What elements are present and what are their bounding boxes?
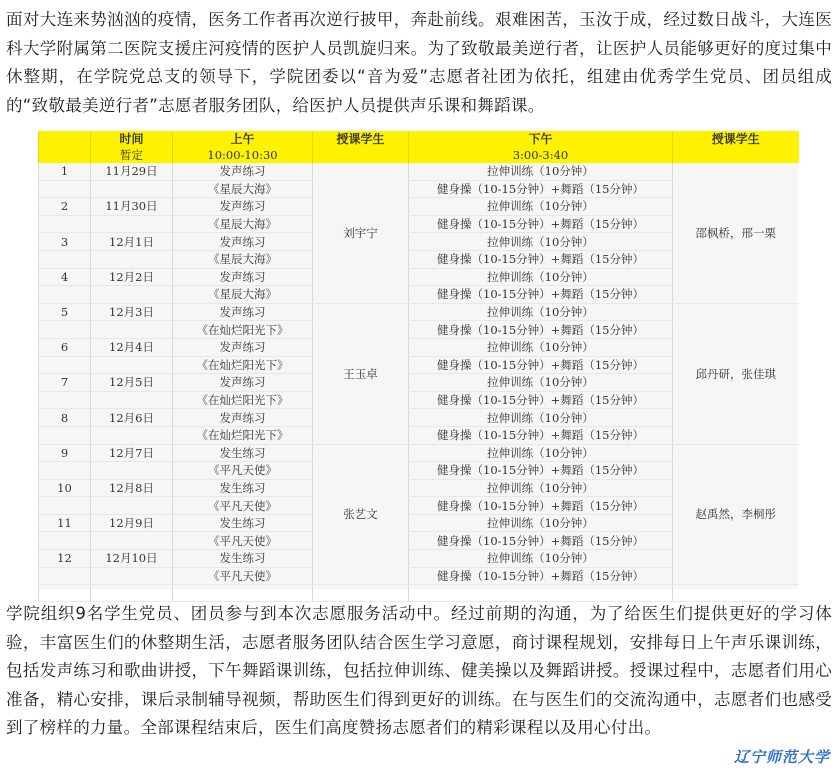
row-date: 11月29日 [91,163,173,180]
row-date-blank [91,321,173,339]
header-am: 上午 [173,131,313,147]
am-song: 《平凡天使》 [173,567,313,585]
table-row [39,444,799,462]
am-vocal: 发声练习 [173,303,313,321]
pm-dance: 健身操（10-15分钟）+舞蹈（15分钟） [409,286,673,304]
row-date-blank [91,567,173,585]
table-subheader-row [39,147,799,163]
am-song: 《平凡天使》 [173,462,313,480]
row-date: 12月3日 [91,303,173,321]
header-pm-time: 3:00-3:40 [409,147,673,163]
row-index-blank [39,356,91,374]
pm-stretch: 拉伸训练（10分钟） [409,198,673,216]
pm-stretch: 拉伸训练（10分钟） [409,479,673,497]
header-pm: 下午 [409,131,673,147]
am-vocal: 发声练习 [173,338,313,356]
am-vocal: 发生练习 [173,444,313,462]
row-index-blank [39,462,91,480]
row-date: 12月9日 [91,514,173,532]
row-index-blank [39,532,91,550]
row-date-blank [91,286,173,304]
pm-dance: 健身操（10-15分钟）+舞蹈（15分钟） [409,321,673,339]
pm-stretch: 拉伸训练（10分钟） [409,338,673,356]
row-index-blank [39,215,91,233]
row-index: 8 [39,409,91,427]
row-date-blank [91,497,173,515]
row-date-blank [91,391,173,409]
table-row [39,163,799,180]
row-date: 12月8日 [91,479,173,497]
row-index: 5 [39,303,91,321]
outro-paragraph: 学院组织9名学生党员、团员参与到本次志愿服务活动中。经过前期的沟通，为了给医生们提供更好的学习体验，丰富医生们的休整期生活，志愿者服务团队结合医生学习意愿，商讨课程规划，安排每日上午声乐课训练，包括发声练习和歌曲讲授，下午舞蹈课训练，包括拉伸训练、健美操以及舞蹈讲授。授课过程中，志愿者们用心准备，精心安排，课后录制辅导视频，帮助医生们得到更好的训练。在与医生们的交流沟通中，志愿者们也感受到了榜样的力量。全部课程结束后，医生们高度赞扬志愿者们的精彩课程以及用心付出。 [6,604,832,737]
subheader-am-teacher [313,147,409,163]
am-teacher: 王玉卓 [313,303,409,444]
schedule-table [38,131,799,602]
row-index-blank [39,391,91,409]
row-index: 9 [39,444,91,462]
row-date: 12月5日 [91,374,173,392]
header-pm-teacher: 授课学生 [673,131,799,147]
intro-paragraph: 面对大连来势汹汹的疫情，医务工作者再次逆行披甲，奔赴前线。艰难困苦，玉汝于成，经过数日战斗，大连医科大学附属第二医院支援庄河疫情的医护人员凯旋归来。为了致敬最美逆行者，让医护人员能够更好的度过集中休整期，在学院党总支的领导下，学院团委以“音为爱”志愿者社团为依托，组建由优秀学生党员、团员组成的“致敬最美逆行者”志愿者服务团队，给医护人员提供声乐课和舞蹈课。 [6,10,832,115]
row-date: 12月2日 [91,268,173,286]
am-song: 《在灿烂阳光下》 [173,426,313,444]
am-vocal: 发声练习 [173,374,313,392]
row-index: 1 [39,163,91,180]
header-time-note: 暂定 [91,147,173,163]
row-index-blank [39,426,91,444]
row-index: 11 [39,514,91,532]
am-vocal: 发声练习 [173,409,313,427]
am-vocal: 发声练习 [173,233,313,251]
row-index-blank [39,250,91,268]
row-date: 11月30日 [91,198,173,216]
row-index: 6 [39,338,91,356]
row-date: 12月7日 [91,444,173,462]
row-index-blank [39,497,91,515]
am-song: 《星辰大海》 [173,180,313,198]
university-watermark: 辽宁师范大学 [733,748,830,766]
pm-stretch: 拉伸训练（10分钟） [409,444,673,462]
pm-dance: 健身操（10-15分钟）+舞蹈（15分钟） [409,215,673,233]
row-index-blank [39,321,91,339]
am-song: 《在灿烂阳光下》 [173,356,313,374]
am-vocal: 发声练习 [173,268,313,286]
row-index: 12 [39,550,91,568]
row-date-blank [91,532,173,550]
row-index: 10 [39,479,91,497]
row-date: 12月4日 [91,338,173,356]
row-index: 4 [39,268,91,286]
pm-teacher: 邱丹研，张佳琪 [673,303,799,444]
header-am-time: 10:00-10:30 [173,147,313,163]
pm-stretch: 拉伸训练（10分钟） [409,163,673,180]
pm-stretch: 拉伸训练（10分钟） [409,374,673,392]
pm-stretch: 拉伸训练（10分钟） [409,303,673,321]
pm-dance: 健身操（10-15分钟）+舞蹈（15分钟） [409,532,673,550]
header-index [39,131,91,147]
row-date: 12月10日 [91,550,173,568]
am-teacher: 张艺文 [313,444,409,585]
row-date-blank [91,426,173,444]
schedule-body [39,163,799,602]
pm-stretch: 拉伸训练（10分钟） [409,550,673,568]
header-am-teacher: 授课学生 [313,131,409,147]
pm-dance: 健身操（10-15分钟）+舞蹈（15分钟） [409,356,673,374]
row-index-blank [39,567,91,585]
row-index-blank [39,180,91,198]
am-song: 《星辰大海》 [173,286,313,304]
header-time: 时间 [91,131,173,147]
am-vocal: 发生练习 [173,550,313,568]
row-index-blank [39,286,91,304]
am-song: 《平凡天使》 [173,497,313,515]
table-row [39,303,799,321]
pm-dance: 健身操（10-15分钟）+舞蹈（15分钟） [409,497,673,515]
pm-stretch: 拉伸训练（10分钟） [409,268,673,286]
row-index: 2 [39,198,91,216]
row-date-blank [91,180,173,198]
am-song: 《星辰大海》 [173,215,313,233]
row-date-blank [91,462,173,480]
row-date-blank [91,356,173,374]
pm-teacher: 赵禹然，李桐彤 [673,444,799,585]
am-vocal: 发声练习 [173,163,313,180]
am-song: 《星辰大海》 [173,250,313,268]
row-index: 3 [39,233,91,251]
am-vocal: 发生练习 [173,514,313,532]
am-vocal: 发生练习 [173,479,313,497]
row-date-blank [91,250,173,268]
subheader-index [39,147,91,163]
am-teacher: 刘宇宁 [313,163,409,303]
am-song: 《在灿烂阳光下》 [173,321,313,339]
pm-dance: 健身操（10-15分钟）+舞蹈（15分钟） [409,180,673,198]
pm-dance: 健身操（10-15分钟）+舞蹈（15分钟） [409,462,673,480]
pm-dance: 健身操（10-15分钟）+舞蹈（15分钟） [409,567,673,585]
row-date: 12月6日 [91,409,173,427]
am-vocal: 发声练习 [173,198,313,216]
pm-dance: 健身操（10-15分钟）+舞蹈（15分钟） [409,391,673,409]
pm-stretch: 拉伸训练（10分钟） [409,233,673,251]
row-date-blank [91,215,173,233]
pm-stretch: 拉伸训练（10分钟） [409,514,673,532]
subheader-pm-teacher [673,147,799,163]
row-date: 12月1日 [91,233,173,251]
table-header-row [39,131,799,147]
pm-stretch: 拉伸训练（10分钟） [409,409,673,427]
pm-teacher: 邵枫桥，邢一栗 [673,163,799,303]
pm-dance: 健身操（10-15分钟）+舞蹈（15分钟） [409,426,673,444]
row-index: 7 [39,374,91,392]
am-song: 《平凡天使》 [173,532,313,550]
pm-dance: 健身操（10-15分钟）+舞蹈（15分钟） [409,250,673,268]
am-song: 《在灿烂阳光下》 [173,391,313,409]
